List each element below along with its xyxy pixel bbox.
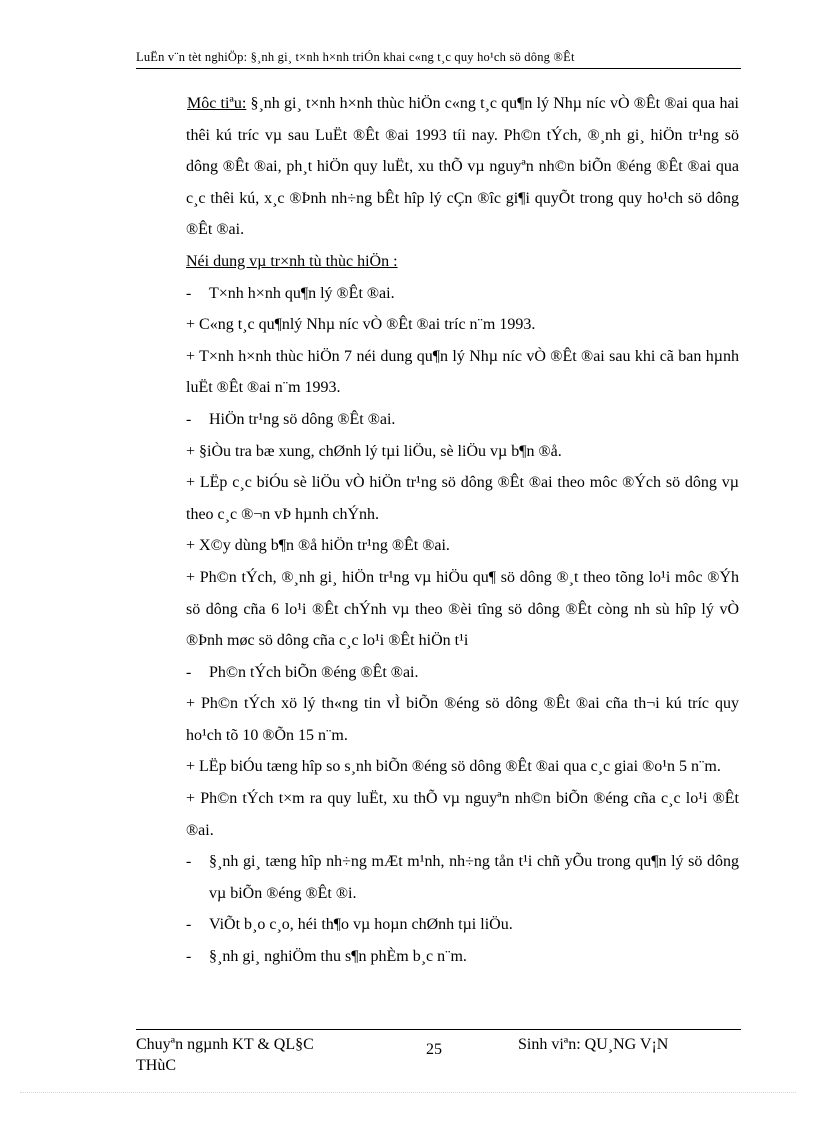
objective-text: §¸nh gi¸ t×nh h×nh thùc hiÖn c«ng t¸c qu¶n lý Nhµ níc vÒ ®Êt ®ai qua hai thêi kú tríc vµ sau LuËt ®Êt ®ai 1993 tíi nay. Ph©n tÝch, ®¸nh gi¸ hiÖn tr¹ng sö dông ®Êt ®ai, ph¸t hiÖn quy luËt, xu thÕ vµ nguyªn nh©n biÕn ®éng ®Êt ®ai qua c¸c thêi kú, x¸c ®Þnh nh÷ng bÊt hîp lý cÇn ®îc gi¶i quyÕt trong quy ho¹ch sö dông ®Êt ®ai.: [186, 95, 740, 239]
sub-item: + Ph©n tÝch, ®¸nh gi¸ hiÖn tr¹ng vµ hiÖu qu¶ sö dông ®¸t theo tõng lo¹i môc ®Ýh sö dông cña 6 lo¹i ®Êt chÝnh vµ theo ®èi tîng sö dông ®Êt còng nh sù hîp lý vÒ ®Þnh møc sö dông cña c¸c lo¹i ®Êt hiÖn t¹i: [186, 568, 739, 650]
sub-item: + C«ng t¸c qu¶nlý Nhµ níc vÒ ®Êt ®ai tríc n¨m 1993.: [186, 316, 536, 334]
sub-item: + LËp biÓu tæng hîp so s¸nh biÕn ®éng sö dông ®Êt ®ai qua c¸c giai ®o¹n 5 n¨m.: [186, 758, 721, 776]
footer-major-line2: THùC: [136, 1057, 176, 1074]
footer-major: [136, 1034, 386, 1076]
list-item-text: §¸nh gi¸ tæng hîp nh÷ng mÆt m¹nh, nh÷ng tån t¹i chñ yÕu trong qu¶n lý sö dông vµ biÕn ®éng ®Êt ®i.: [209, 853, 739, 902]
header-divider: [136, 68, 741, 69]
sub-item: + Ph©n tÝch t×m ra quy luËt, xu thÕ vµ nguyªn nh©n biÕn ®éng cña c¸c lo¹i ®Êt ®ai.: [186, 790, 739, 839]
sub-item: + Ph©n tÝch xö lý th«ng tin vÌ biÕn ®éng sö dông ®Êt ®ai cña th¬i kú tríc quy ho¹ch tõ 10 ®Õn 15 n¨m.: [186, 695, 739, 744]
page-number: 25: [426, 1041, 442, 1058]
objective-paragraph: [186, 88, 739, 246]
list-item: [186, 941, 739, 973]
list-item-text: ViÕt b¸o c¸o, héi th¶o vµ hoµn chØnh tµi liÖu.: [209, 916, 513, 934]
bullet-marker: -: [186, 948, 192, 966]
list-item: [186, 404, 739, 436]
sub-item: + LËp c¸c biÓu sè liÖu vÒ hiÖn tr¹ng sö dông ®Êt ®ai theo môc ®Ých sö dông vµ theo c¸c ®¬n vÞ hµnh chÝnh.: [186, 474, 739, 523]
list-item-text: Ph©n tÝch biÕn ®éng ®Êt ®ai.: [209, 663, 419, 681]
content-heading-line: [186, 246, 739, 278]
footer-divider: [136, 1029, 741, 1030]
list-item: [186, 278, 739, 310]
bullet-marker: -: [186, 663, 192, 681]
list-item: [186, 909, 739, 941]
list-item-text: HiÖn tr¹ng sö dông ®Êt ®ai.: [209, 410, 396, 428]
bullet-marker: -: [186, 853, 192, 871]
bullet-marker: -: [186, 410, 192, 428]
list-item-text: §¸nh gi¸ nghiÖm thu s¶n phÈm b¸c n¨m.: [209, 948, 467, 966]
sub-item: + X©y dùng b¶n ®å hiÖn tr¹ng ®Êt ®ai.: [186, 537, 450, 555]
task-list: [186, 278, 739, 973]
objective-label: Môc tiªu:: [187, 95, 247, 112]
footer-student: Sinh viªn: QU¸NG V¡N: [518, 1036, 669, 1053]
list-item-text: T×nh h×nh qu¶n lý ®Êt ®ai.: [209, 284, 395, 302]
footer-major-line1: Chuyªn ngµnh KT & QL§C: [136, 1036, 314, 1053]
sub-item: + T×nh h×nh thùc hiÖn 7 néi dung qu¶n lý Nhµ níc vÒ ®Êt ®ai sau khi cã ban hµnh luËt ®Êt ®ai n¨m 1993.: [186, 347, 739, 397]
list-item: [186, 846, 739, 909]
bullet-marker: -: [186, 916, 192, 934]
document-body: [186, 88, 739, 973]
content-heading: Néi dung vµ tr×nh tù thùc hiÖn :: [186, 252, 398, 270]
list-item: [186, 657, 739, 689]
bullet-marker: -: [186, 284, 192, 302]
running-header: LuËn v¨n tèt nghiÖp: §¸nh gi¸ t×nh h×nh triÓn khai c«ng t¸c quy ho¹ch sö dông ®Êt: [136, 50, 575, 64]
sub-item: + §iÒu tra bæ xung, chØnh lý tµi liÖu, sè liÖu vµ b¶n ®å.: [186, 442, 562, 460]
page-edge-dotted-line: [20, 1092, 796, 1093]
